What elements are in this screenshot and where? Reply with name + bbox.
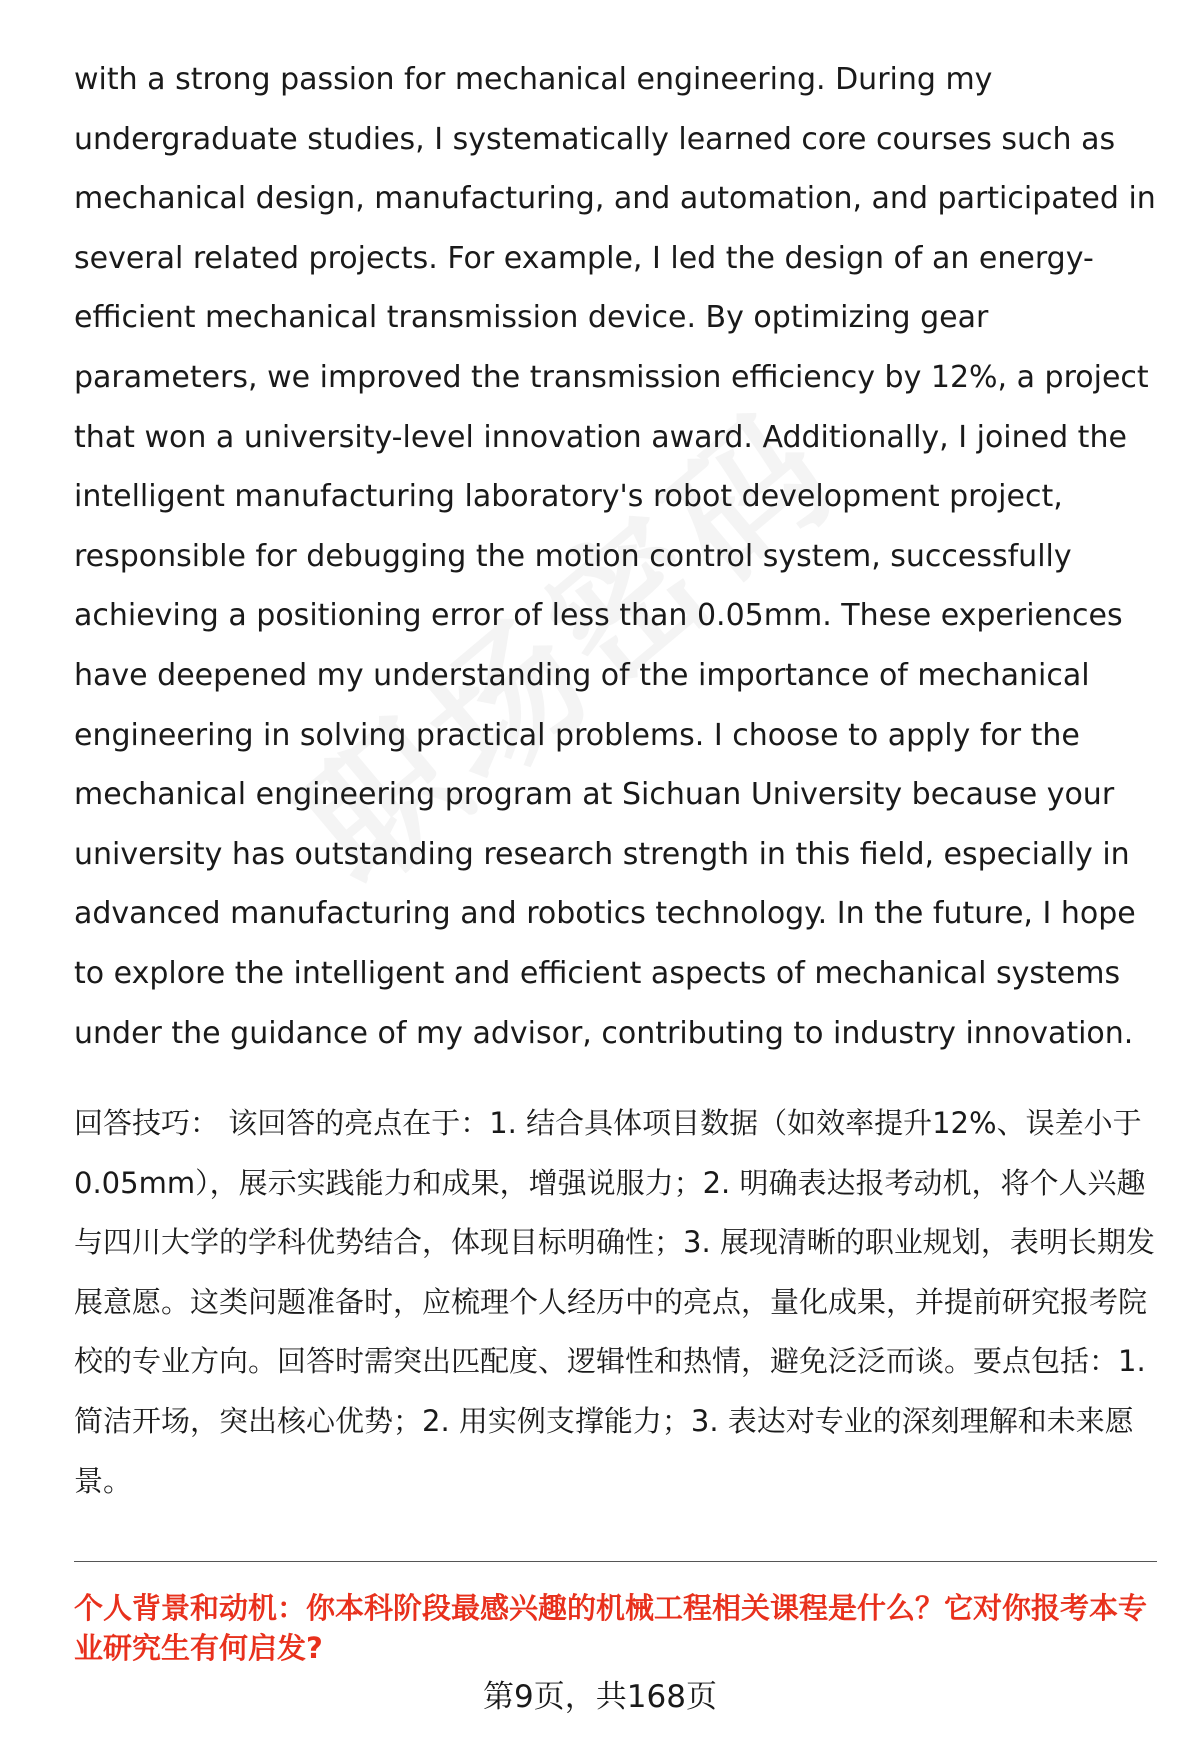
tips-paragraph: 回答技巧： 该回答的亮点在于：1. 结合具体项目数据（如效率提升12%、误差小于0.05mm），展示实践能力和成果，增强说服力；2. 明确表达报考动机，将个人兴趣与四川大学的学科优势结合，体现目标明确性；3. 展现清晰的职业规划，表明长期发展意愿。这类问题准备时，应梳理个人经历中的亮点，量化成果，并提前研究报考院校的专业方向。回答时需突出匹配度、逻辑性和热情，避免泛泛而谈。要点包括：1. 简洁开场，突出核心优势；2. 用实例支撑能力；3. 表达对专业的深刻理解和未来愿景。 xyxy=(74,1106,1155,1498)
answer-paragraph: with a strong passion for mechanical engineering. During my undergraduate studies, I systematically learned core courses such as mechanical design, manufacturing, and automation, and participated in several related projects. For example, I led the design of an energy-efficient mechanical transmission device. By optimizing gear parameters, we improved the transmission efficiency by 12%, a project that won a university-level innovation award. Additionally, I joined the intelligent manufacturing laboratory's robot development project, responsible for debugging the motion control system, successfully achieving a positioning error of less than 0.05mm. These experiences have deepened my understanding of the importance of mechanical engineering in solving practical problems. I choose to apply for the mechanical engineering program at Sichuan University because your university has outstanding research strength in this field, especially in advanced manufacturing and robotics technology. In the future, I hope to explore the intelligent and efficient aspects of mechanical systems under the guidance of my advisor, contributing to industry innovation. xyxy=(74,62,1156,1051)
next-question-heading: 个人背景和动机：你本科阶段最感兴趣的机械工程相关课程是什么？它对你报考本专业研究生有何启发? xyxy=(74,1591,1148,1665)
page-number: 第9页，共168页 xyxy=(483,1679,717,1715)
section-divider xyxy=(74,1561,1157,1562)
